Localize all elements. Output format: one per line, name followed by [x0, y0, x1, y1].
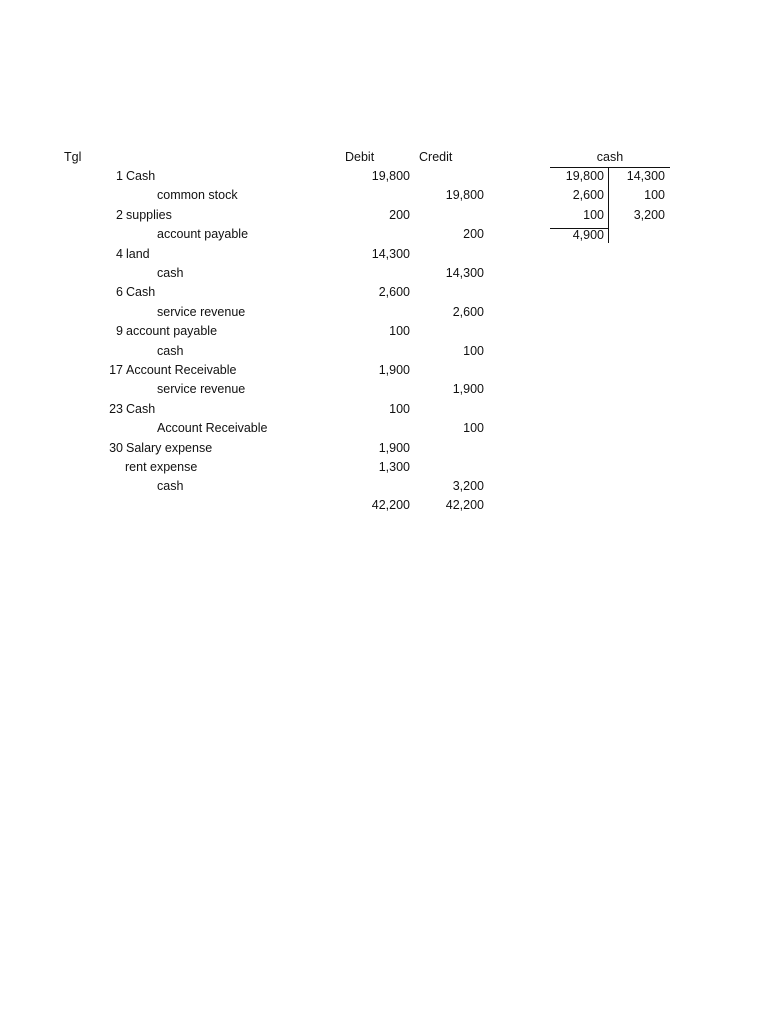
journal-debit: 1,900: [378, 441, 410, 455]
journal-account: cash: [157, 344, 184, 358]
totals-row: [0, 498, 768, 517]
header-date: Tgl: [64, 150, 82, 164]
journal-account: Cash: [126, 285, 156, 299]
header-credit: Credit: [419, 150, 453, 164]
t-left-entry: 19,800: [565, 169, 604, 183]
t-left-entry: 2,600: [572, 188, 604, 202]
journal-row: [0, 460, 768, 479]
journal-account: Account Receivable: [126, 363, 237, 377]
journal-account: common stock: [157, 188, 238, 202]
journal-date: 2: [116, 208, 123, 222]
journal-date: 23: [109, 402, 123, 416]
journal-row: [0, 441, 768, 460]
journal-debit: 100: [389, 324, 410, 338]
t-balance: 4,900: [572, 228, 604, 242]
journal-date: 4: [116, 247, 123, 261]
journal-debit: 14,300: [371, 247, 410, 261]
t-right-entry: 14,300: [626, 169, 665, 183]
journal-account: Account Receivable: [157, 421, 268, 435]
journal-debit: 19,800: [371, 169, 410, 183]
journal-account: Salary expense: [126, 441, 213, 455]
journal-row: [0, 247, 768, 266]
journal-date: 9: [116, 324, 123, 338]
journal-credit: 2,600: [452, 305, 484, 319]
journal-debit: 2,600: [378, 285, 410, 299]
journal-credit: 3,200: [452, 479, 484, 493]
journal-account: account payable: [126, 324, 218, 338]
journal-date: 30: [109, 441, 123, 455]
journal-account: rent expense: [125, 460, 198, 474]
journal-debit: 1,900: [378, 363, 410, 377]
journal-date: 6: [116, 285, 123, 299]
journal-account: supplies: [126, 208, 172, 222]
t-right-entry: 100: [644, 188, 665, 202]
t-left-entry: 100: [583, 208, 604, 222]
journal-account: Cash: [126, 169, 156, 183]
journal-row: [0, 382, 768, 401]
journal-credit: 14,300: [445, 266, 484, 280]
journal-debit: 200: [389, 208, 410, 222]
journal-credit: 1,900: [452, 382, 484, 396]
t-account-title: cash: [596, 150, 624, 164]
header-debit: Debit: [345, 150, 375, 164]
t-account-top-line: [550, 167, 670, 168]
journal-date: 17: [109, 363, 123, 377]
journal-credit: 19,800: [445, 188, 484, 202]
journal-account: land: [126, 247, 150, 261]
journal-row: [0, 227, 768, 246]
journal-account: cash: [157, 266, 184, 280]
journal-credit: 100: [463, 421, 484, 435]
total-debit: 42,200: [371, 498, 410, 512]
journal-debit: 1,300: [378, 460, 410, 474]
journal-row: [0, 324, 768, 343]
journal-debit: 100: [389, 402, 410, 416]
journal-row: [0, 266, 768, 285]
journal-row: [0, 479, 768, 498]
journal-account: account payable: [157, 227, 249, 241]
journal-account: Cash: [126, 402, 156, 416]
total-credit: 42,200: [445, 498, 484, 512]
journal-row: [0, 421, 768, 440]
journal-account: service revenue: [157, 382, 246, 396]
journal-row: [0, 344, 768, 363]
journal-row: [0, 285, 768, 304]
t-account-vertical-line: [608, 167, 609, 243]
journal-credit: 200: [463, 227, 484, 241]
journal-account: service revenue: [157, 305, 246, 319]
journal-date: 1: [116, 169, 123, 183]
journal-row: [0, 363, 768, 382]
journal-account: cash: [157, 479, 184, 493]
journal-credit: 100: [463, 344, 484, 358]
t-right-entry: 3,200: [633, 208, 665, 222]
journal-row: [0, 305, 768, 324]
journal-row: [0, 402, 768, 421]
